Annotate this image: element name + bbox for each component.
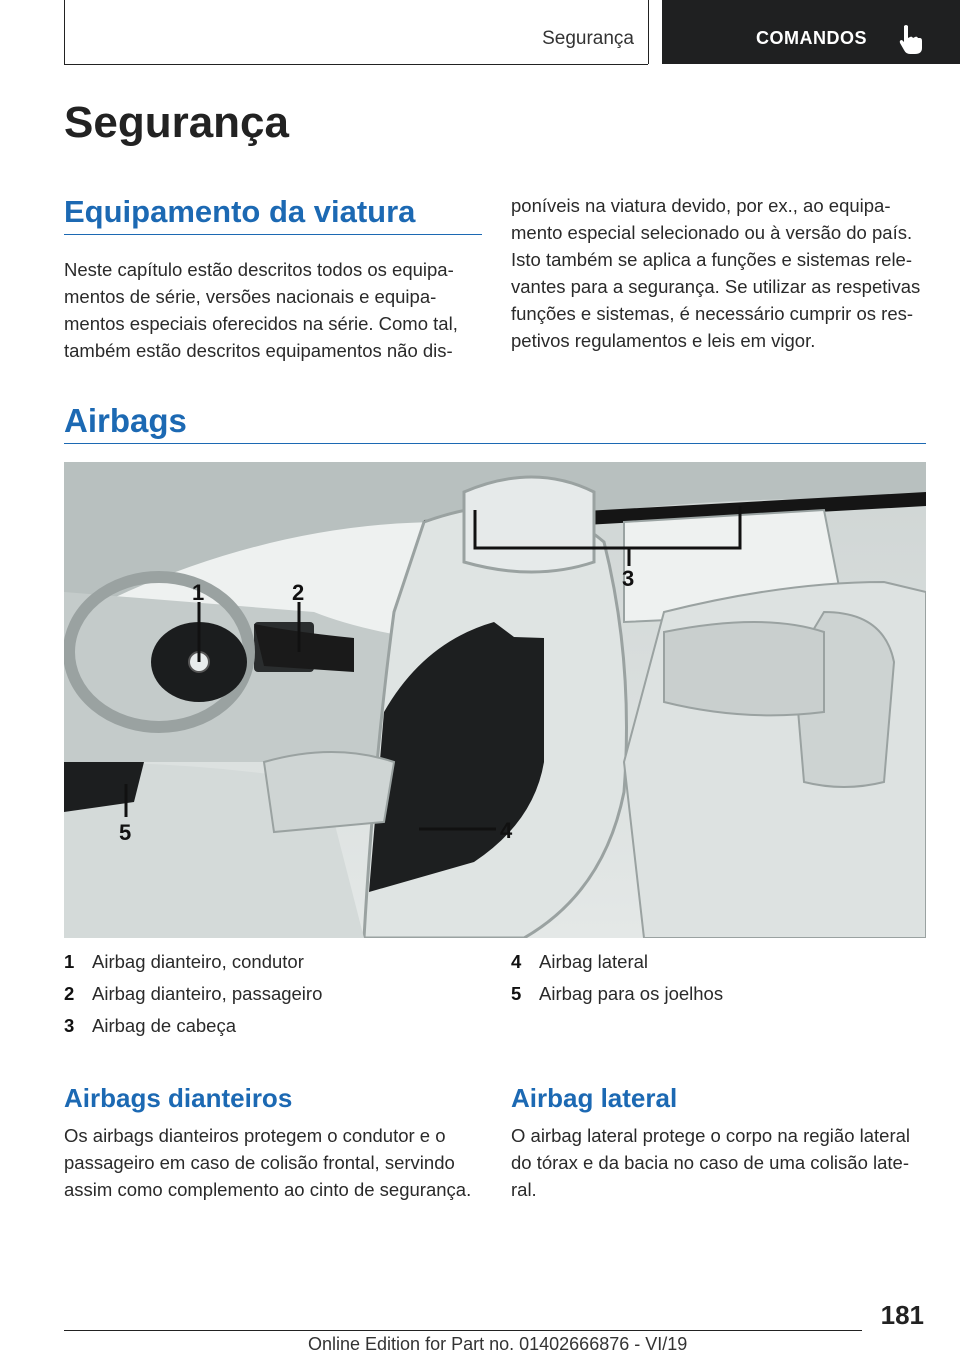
heading-airbags-rule xyxy=(64,443,926,444)
header-bottom-rule xyxy=(64,64,648,65)
callout-3: 3 xyxy=(622,566,635,591)
heading-side-airbag: Airbag lateral xyxy=(511,1083,678,1113)
legend-item-1: 1 Airbag dianteiro, condutor xyxy=(64,951,304,972)
page-title: Segurança xyxy=(64,98,289,147)
equipment-text-col2: poníveis na viatura devido, por ex., ao equipamento especial selecionado ou à versão do país. Isto também se aplica a funções e sistemas relevantes para a segurança. Se utilizar as respetivas funções e sistemas, é necessário cumprir os respetivos regulamentos e leis em vigor. xyxy=(511,195,921,351)
heading-equipment: Equipamento da viatura xyxy=(64,194,416,229)
legend-right xyxy=(511,946,723,1010)
airbags-illustration xyxy=(64,462,926,938)
front-airbags-text: Os airbags dianteiros protegem o condutor e o passageiro em caso de colisão frontal, servindo assim como complemento ao cinto de segurança. xyxy=(64,1125,472,1200)
legend-item-3: 3 Airbag de cabeça xyxy=(64,1015,236,1036)
header-chapter-tab[interactable] xyxy=(662,0,960,64)
header-chapter-label: COMANDOS xyxy=(756,28,867,48)
page-number: 181 xyxy=(880,1300,924,1330)
callout-2: 2 xyxy=(292,580,305,605)
pointing-hand-icon xyxy=(898,24,924,56)
footer-edition: Online Edition for Part no. 01402666876 - VI/19 xyxy=(308,1334,688,1354)
legend-left xyxy=(64,946,322,1042)
side-airbag-text: O airbag lateral protege o corpo na região lateral do tórax e da bacia no caso de uma colisão lateral. xyxy=(511,1125,911,1200)
heading-airbags: Airbags xyxy=(64,402,187,439)
header-right-rule xyxy=(648,0,649,64)
legend-item-5: 5 Airbag para os joelhos xyxy=(511,983,724,1004)
legend-item-4: 4 Airbag lateral xyxy=(511,951,649,972)
car-interior-drawing xyxy=(64,462,926,938)
header-section-title: Segurança xyxy=(542,28,634,49)
heading-equipment-rule xyxy=(64,234,482,235)
legend-item-2: 2 Airbag dianteiro, passageiro xyxy=(64,983,323,1004)
heading-front-airbags: Airbags dianteiros xyxy=(64,1083,293,1113)
callout-5: 5 xyxy=(119,820,132,845)
equipment-text-col1: Neste capítulo estão descritos todos os equipamentos de série, versões nacionais e equipamentos especiais oferecidos na série. Como tal, também estão descritos equipamentos não dis- xyxy=(64,259,458,361)
header-left-rule xyxy=(64,0,65,64)
callout-4: 4 xyxy=(500,818,513,843)
callout-1: 1 xyxy=(192,580,205,605)
footer-rule xyxy=(64,1330,862,1331)
